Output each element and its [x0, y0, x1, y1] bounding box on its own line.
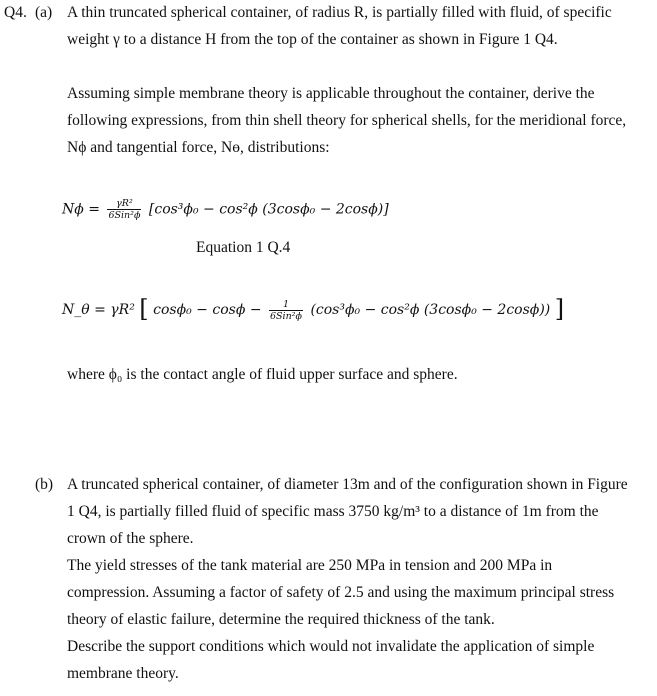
where-note: where ϕ₀ is the contact angle of fluid upper surface and sphere.: [67, 366, 458, 383]
part-a-para2-line-3: Nϕ and tangential force, Nө, distributions:: [67, 139, 330, 156]
part-b-label: (b): [35, 476, 54, 493]
eq2-fraction: [269, 299, 303, 322]
question-number: Q4.: [4, 4, 27, 21]
part-a-para2-line-2: following expressions, from thin shell theory for spherical shells, for the meridional force,: [67, 112, 627, 129]
equation-1: [62, 198, 389, 221]
eq2-open-bracket: [: [139, 295, 149, 323]
eq2-frac-denominator: 6Sin²ϕ: [270, 310, 302, 322]
part-b-line-7: Describe the support conditions which would not invalidate the application of simple: [67, 638, 595, 655]
part-b-line-1: A truncated spherical container, of diameter 13m and of the configuration shown in Figure: [67, 476, 628, 493]
part-a-para2-line-1: Assuming simple membrane theory is applicable throughout the container, derive the: [67, 85, 595, 102]
equation-2: [62, 295, 564, 323]
part-b-line-5: compression. Assuming a factor of safety of 2.5 and using the maximum principal stress: [67, 584, 615, 601]
eq2-mid: cosϕ₀ − cosϕ −: [153, 302, 262, 318]
eq1-rhs: [cos³ϕ₀ − cos²ϕ (3cosϕ₀ − 2cosϕ)]: [148, 201, 389, 218]
eq1-frac-numerator: γR²: [107, 198, 141, 210]
part-b-line-2: 1 Q4, is partially filled fluid of specific mass 3750 kg/m³ to a distance of 1m from the: [67, 503, 599, 520]
eq2-rhs: (cos³ϕ₀ − cos²ϕ (3cosϕ₀ − 2cosϕ)): [310, 302, 551, 318]
part-a-line-1: A thin truncated spherical container, of radius R, is partially filled with fluid, of specific: [67, 4, 612, 21]
eq2-lhs: N_θ = γR²: [62, 302, 135, 318]
part-a-label: (a): [35, 4, 53, 21]
eq2-close-bracket: ]: [554, 295, 565, 323]
part-b-line-3: crown of the sphere.: [67, 530, 194, 547]
eq1-frac-denominator: 6Sin²ϕ: [108, 210, 141, 221]
eq1-fraction: [107, 198, 141, 221]
eq1-lhs: Nϕ =: [62, 201, 100, 218]
part-b-line-4: The yield stresses of the tank material are 250 MPa in tension and 200 MPa in: [67, 557, 553, 574]
equation-1-caption: Equation 1 Q.4: [196, 239, 291, 256]
part-a-line-2: weight γ to a distance H from the top of the container as shown in Figure 1 Q4.: [67, 31, 558, 48]
part-b-line-6: theory of elastic failure, determine the required thickness of the tank.: [67, 611, 495, 628]
part-b-line-8: membrane theory.: [67, 665, 179, 682]
eq2-frac-numerator: 1: [269, 299, 303, 311]
